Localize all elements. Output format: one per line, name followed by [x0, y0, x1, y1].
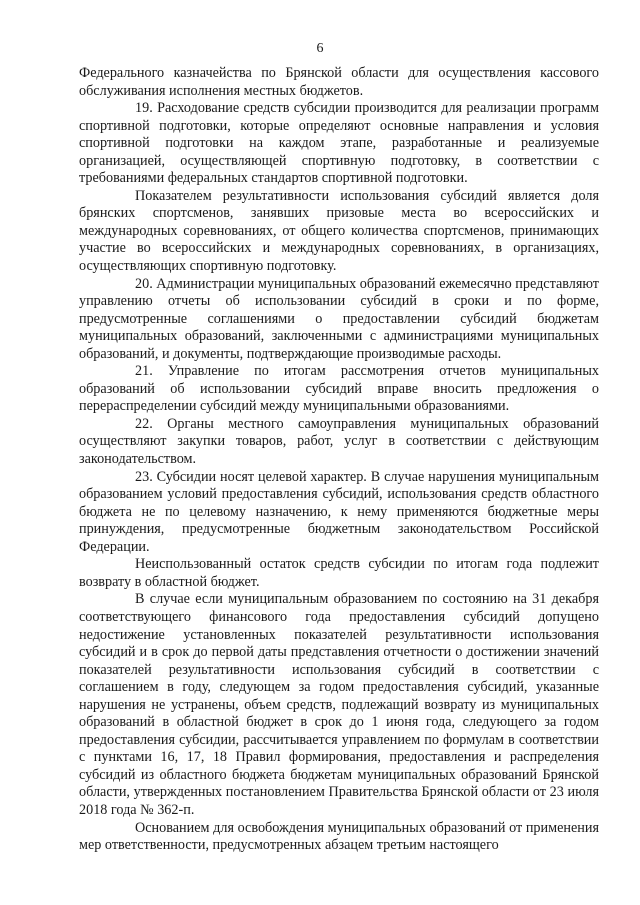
document-body — [79, 65, 599, 855]
paragraph-19: 19. Расходование средств субсидии производится для реализации программ спортивной подготовки, которые определяют основные направления и условия спортивной подготовки на каждом этапе, разработанные и реализуемые организацией, осуществляющей спортивную подготовку, в соответствии с требованиями федеральных стандартов спортивной подготовки. — [79, 100, 599, 187]
paragraph-return-calculation: В случае если муниципальным образованием по состоянию на 31 декабря соответствующего финансового года предоставления субсидий допущено недостижение установленных показателей результативности использования субсидий и в срок до первой даты представления отчетности о достижении значений показателей результативности использования субсидий в соответствии с соглашением в году, следующем за годом предоставления субсидий, указанные нарушения не устранены, объем средств, подлежащий возврату из муниципальных образований в областной бюджет в срок до 1 июня года, следующего за годом предоставления субсидии, рассчитывается управлением по формулам в соответствии с пунктами 16, 17, 18 Правил формирования, предоставления и распределения субсидий из областного бюджета бюджетам муниципальных образований Брянской области, утвержденных постановлением Правительства Брянской области от 23 июля 2018 года № 362-п. — [79, 591, 599, 818]
paragraph-22: 22. Органы местного самоуправления муниципальных образований осуществляют закупки товаров, работ, услуг в соответствии с действующим законодательством. — [79, 415, 599, 468]
paragraph-continuation: Федерального казначейства по Брянской области для осуществления кассового обслуживания исполнения местных бюджетов. — [79, 65, 599, 99]
paragraph-performance-indicator: Показателем результативности использования субсидий является доля брянских спортсменов, занявших призовые места во всероссийских и международных соревнованиях, от общего количества спортсменов, принимающих участие во всероссийских и международных соревнованиях, в организациях, осуществляющих спортивную подготовку. — [79, 187, 599, 275]
paragraph-exemption-basis: Основанием для освобождения муниципальных образований от применения мер ответственности, предусмотренных абзацем третьим настоящего — [79, 819, 599, 854]
page-number: 6 — [316, 41, 324, 56]
paragraph-20: 20. Администрации муниципальных образований ежемесячно представляют управлению отчеты об использовании субсидий в сроки и по форме, предусмотренные соглашениями о предоставлении субсидий бюджетам муниципальных образований, заключенными с администрациями муниципальных образований, и документы, подтверждающие производимые расходы. — [79, 275, 599, 362]
paragraph-23: 23. Субсидии носят целевой характер. В случае нарушения муниципальным образованием условий предоставления субсидий, использования средств областного бюджета не по целевому назначению, к нему применяются бюджетные меры принуждения, предусмотренные бюджетным законодательством Российской Федерации. — [79, 468, 599, 555]
paragraph-21: 21. Управление по итогам рассмотрения отчетов муниципальных образований об использовании субсидий вправе вносить предложения о перераспределении субсидий между муниципальными образованиями. — [79, 363, 599, 415]
paragraph-unused-balance: Неиспользованный остаток средств субсидии по итогам года подлежит возврату в областной бюджет. — [79, 556, 599, 590]
